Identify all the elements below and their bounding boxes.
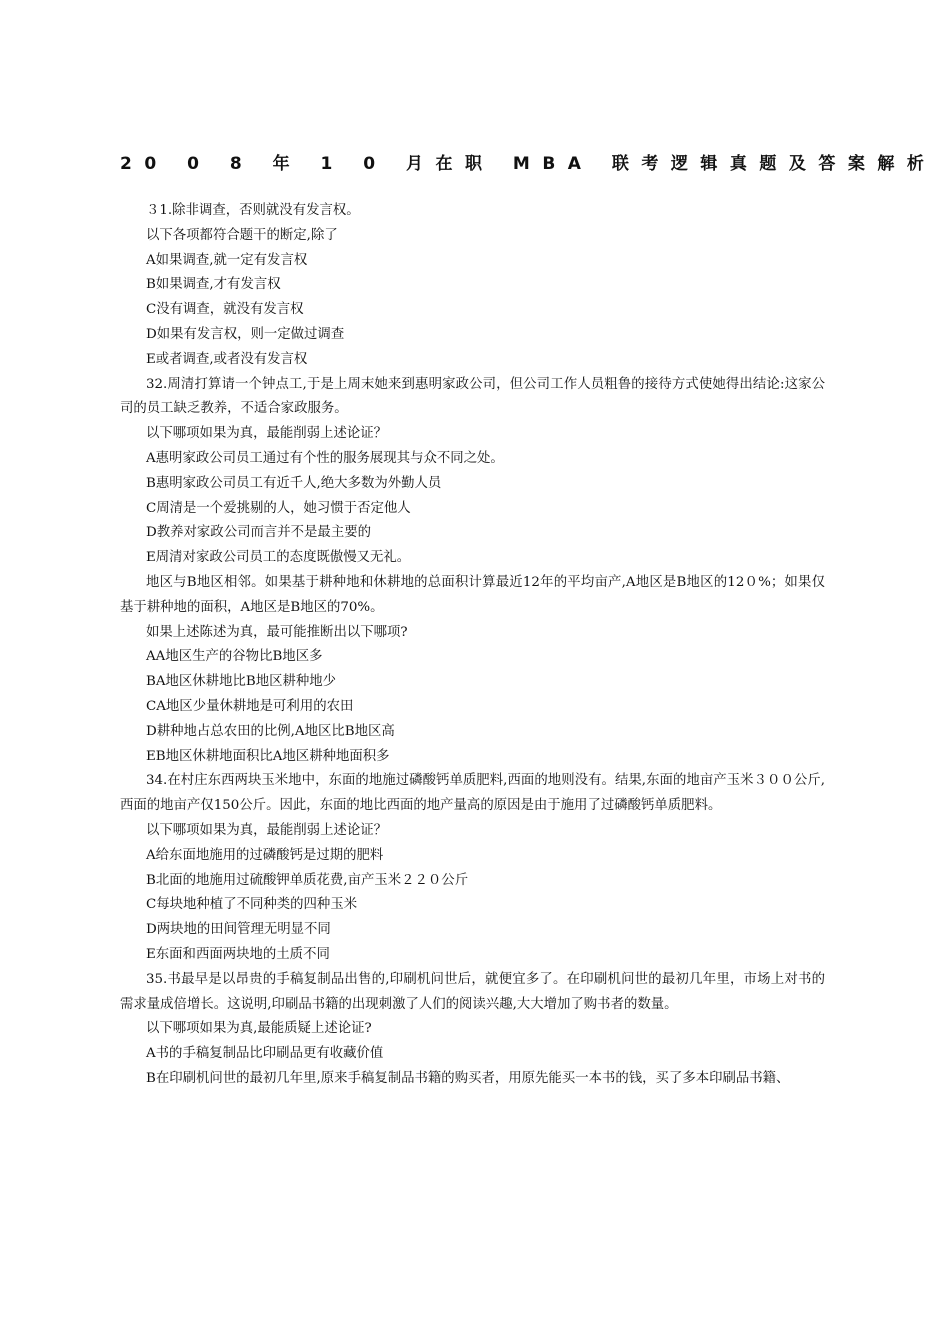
paragraph: E或者调查,或者没有发言权: [146, 351, 308, 367]
paragraph: EB地区休耕地面积比A地区耕种地面积多: [146, 748, 390, 764]
document-title: 20 0 8 年 1 0 月在职 MBA 联考逻辑真题及答案解析: [120, 154, 937, 174]
document-body: [120, 199, 825, 1092]
paragraph: 以下哪项如果为真,最能质疑上述论证?: [146, 1021, 372, 1037]
paragraph: 地区与B地区相邻。如果基于耕种地和休耕地的总面积计算最近12年的平均亩产,A地区是B地区的12０%；如果仅基于耕种地的面积，A地区是B地区的70%。: [120, 574, 825, 615]
paragraph: E周清对家政公司员工的态度既傲慢又无礼。: [146, 550, 411, 566]
paragraph: A给东面地施用的过磷酸钙是过期的肥料: [146, 847, 384, 863]
paragraph: C每块地种植了不同种类的四种玉米: [146, 897, 358, 913]
paragraph: D教养对家政公司而言并不是最主要的: [146, 525, 371, 541]
paragraph: A书的手稿复制品比印刷品更有收藏价值: [146, 1046, 384, 1062]
paragraph: A如果调查,就一定有发言权: [146, 252, 308, 268]
paragraph: D如果有发言权，则一定做过调查: [146, 326, 345, 342]
paragraph: A惠明家政公司员工通过有个性的服务展现其与众不同之处。: [146, 450, 504, 466]
paragraph: 34.在村庄东西两块玉米地中，东面的地施过磷酸钙单质肥料,西面的地则没有。结果,东面的地亩产玉米３００公斤,西面的地亩产仅150公斤。因此，东面的地比西面的地产量高的原因是由于施用了过磷酸钙单质肥料。: [120, 773, 825, 814]
paragraph: C没有调查，就没有发言权: [146, 302, 304, 318]
paragraph: E东面和西面两块地的土质不同: [146, 946, 330, 962]
paragraph: 35.书最早是以昂贵的手稿复制品出售的,印刷机问世后，就便宜多了。在印刷机问世的最初几年里，市场上对书的需求量成倍增长。这说明,印刷品书籍的出现刺激了人们的阅读兴趣,大大增加了购书者的数量。: [120, 971, 825, 1012]
paragraph: CA地区少量休耕地是可利用的农田: [146, 698, 354, 714]
paragraph: 32.周清打算请一个钟点工,于是上周末她来到惠明家政公司，但公司工作人员粗鲁的接待方式使她得出结论:这家公司的员工缺乏教养，不适合家政服务。: [120, 376, 825, 417]
paragraph: 如果上述陈述为真，最可能推断出以下哪项?: [146, 624, 408, 640]
paragraph: D两块地的田间管理无明显不同: [146, 922, 331, 938]
paragraph: B在印刷机问世的最初几年里,原来手稿复制品书籍的购买者，用原先能买一本书的钱，买了多本印刷品书籍、: [146, 1070, 790, 1086]
paragraph: ３1.除非调查，否则就没有发言权。: [146, 203, 360, 218]
paragraph: B北面的地施用过硫酸钾单质花费,亩产玉米２２０公斤: [146, 872, 469, 888]
paragraph: AA地区生产的谷物比B地区多: [146, 649, 323, 665]
paragraph: 以下哪项如果为真，最能削弱上述论证？: [146, 426, 388, 442]
paragraph: 以下哪项如果为真，最能削弱上述论证？: [146, 822, 388, 838]
paragraph: B如果调查,才有发言权: [146, 277, 281, 293]
paragraph: B惠明家政公司员工有近千人,绝大多数为外勤人员: [146, 475, 442, 491]
paragraph: BA地区休耕地比B地区耕种地少: [146, 674, 337, 690]
paragraph: C周清是一个爱挑剔的人，她习惯于否定他人: [146, 500, 411, 516]
paragraph: 以下各项都符合题干的断定,除了: [146, 227, 338, 243]
paragraph: D耕种地占总农田的比例,A地区比B地区高: [146, 723, 395, 739]
